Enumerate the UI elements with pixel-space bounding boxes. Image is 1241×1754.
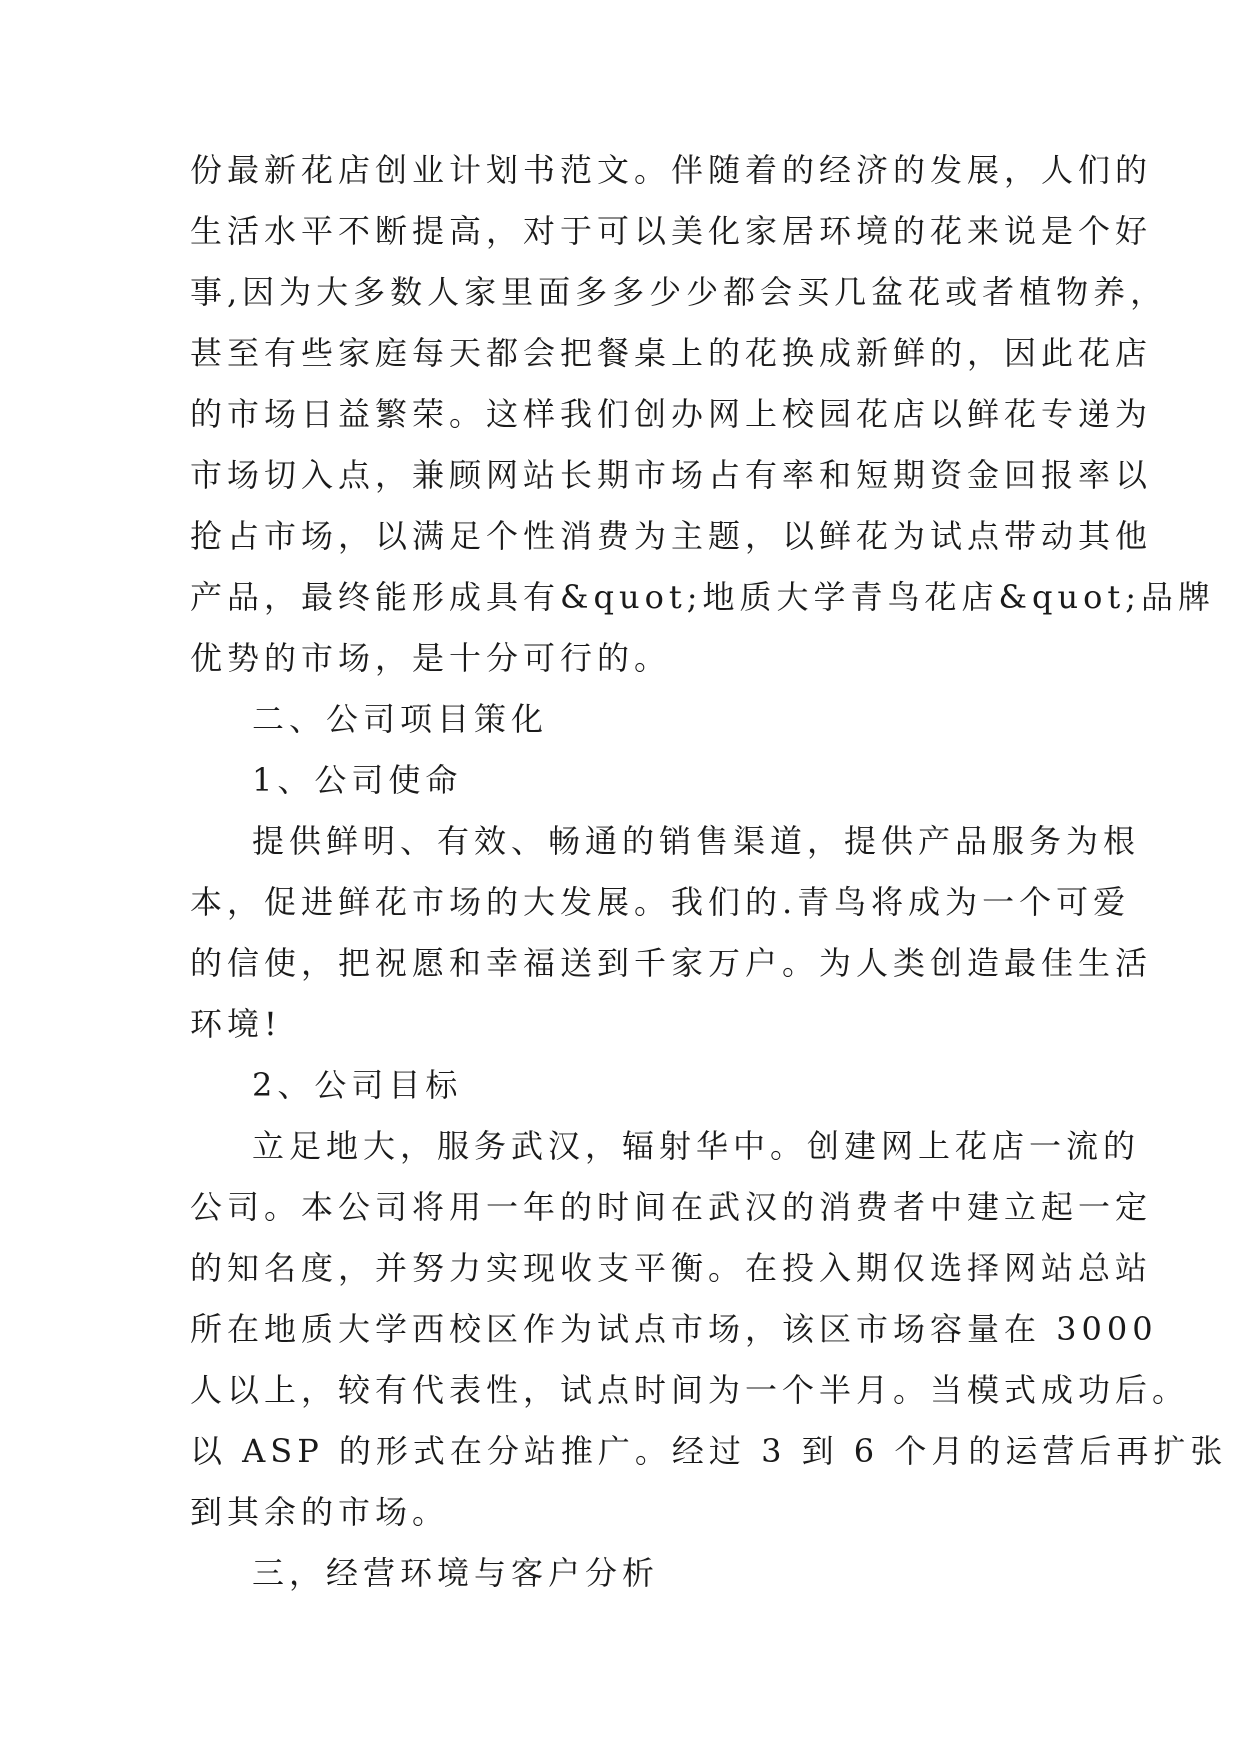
text-line: 市场切入点，兼顾网站长期市场占有率和短期资金回报率以 <box>190 456 1153 494</box>
text-line: 的市场日益繁荣。这样我们创办网上校园花店以鲜花专递为 <box>190 395 1153 433</box>
text-line: 人以上，较有代表性，试点时间为一个半月。当模式成功后。 <box>190 1371 1190 1409</box>
text-line: 抢占市场，以满足个性消费为主题，以鲜花为试点带动其他 <box>190 517 1153 555</box>
text-line: 环境! <box>190 1005 282 1043</box>
section-heading: 二、公司项目策化 <box>252 700 549 738</box>
text-line: 份最新花店创业计划书范文。伴随着的经济的发展，人们的 <box>190 151 1153 189</box>
text-line: 公司。本公司将用一年的时间在武汉的消费者中建立起一定 <box>190 1188 1153 1226</box>
text-line: 本，促进鲜花市场的大发展。我们的.青鸟将成为一个可爱 <box>190 883 1131 921</box>
text-line: 以 ASP 的形式在分站推广。经过 3 到 6 个月的运营后再扩张 <box>190 1432 1228 1470</box>
text-line: 所在地质大学西校区作为试点市场，该区市场容量在 3000 <box>190 1310 1158 1348</box>
text-line: 的信使，把祝愿和幸福送到千家万户。为人类创造最佳生活 <box>190 944 1153 982</box>
paragraph-start: 立足地大，服务武汉，辐射华中。创建网上花店一流的 <box>252 1127 1141 1165</box>
text-line: 到其余的市场。 <box>190 1493 450 1531</box>
text-line: 甚至有些家庭每天都会把餐桌上的花换成新鲜的，因此花店 <box>190 334 1153 372</box>
text-line: 事,因为大多数人家里面多多少少都会买几盆花或者植物养， <box>190 273 1168 311</box>
paragraph-start: 提供鲜明、有效、畅通的销售渠道，提供产品服务为根 <box>252 822 1141 860</box>
subsection-heading: 2、公司目标 <box>252 1066 463 1104</box>
text-line: 生活水平不断提高，对于可以美化家居环境的花来说是个好 <box>190 212 1153 250</box>
text-line: 的知名度，并努力实现收支平衡。在投入期仅选择网站总站 <box>190 1249 1153 1287</box>
text-line: 产品，最终能形成具有&quot;地质大学青鸟花店&quot;品牌 <box>190 578 1215 616</box>
subsection-heading: 1、公司使命 <box>252 761 463 799</box>
text-line: 优势的市场，是十分可行的。 <box>190 639 672 677</box>
section-heading: 三，经营环境与客户分析 <box>252 1554 660 1592</box>
